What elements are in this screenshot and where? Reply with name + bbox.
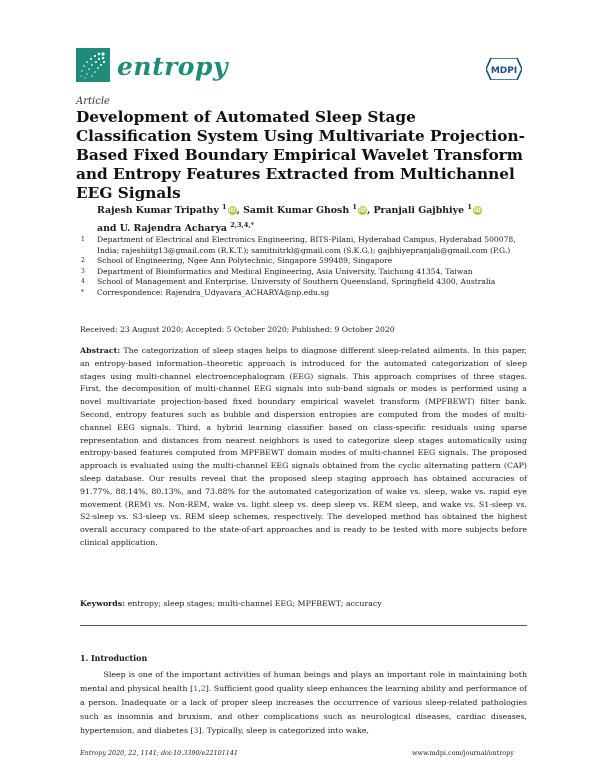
- citation-link[interactable]: 3: [193, 725, 199, 735]
- author-affiliation-sup: 1: [222, 203, 227, 211]
- journal-url[interactable]: www.mdpi.com/journal/entropy: [412, 749, 514, 757]
- section-divider: [80, 625, 527, 626]
- affiliation-item: [81, 277, 531, 288]
- citation-link[interactable]: 2: [200, 683, 206, 693]
- affiliation-item: [81, 235, 531, 256]
- correspondence-text: Correspondence: Rajendra_Udyavara_ACHARYA@np.edu.sg: [97, 287, 330, 297]
- svg-text:MDPI: MDPI: [490, 66, 518, 76]
- affiliation-item: [81, 267, 531, 278]
- orcid-icon[interactable]: iD: [473, 207, 481, 215]
- abstract: [80, 345, 527, 550]
- affiliation-text: School of Engineering, Ngee Ann Polytechnic, Singapore 599489, Singapore: [97, 256, 393, 266]
- entropy-logo-icon: [76, 48, 110, 82]
- paper-title: Development of Automated Sleep Stage Classification System Using Multivariate Projection-Based Fixed Boundary Empirical Wavelet Transform and Entropy Features Extracted from Multichannel EEG Signals: [76, 108, 525, 202]
- orcid-icon[interactable]: iD: [228, 207, 236, 215]
- correspondence: [81, 288, 531, 299]
- author-affiliation-sup: 1: [467, 203, 472, 211]
- journal-name: entropy: [117, 52, 228, 81]
- keywords: [80, 599, 527, 608]
- author-name: Pranjali Gajbhiye: [373, 205, 465, 217]
- author-name: Rajesh Kumar Tripathy: [97, 205, 219, 217]
- author-affiliation-sup: 1: [352, 203, 357, 211]
- orcid-icon[interactable]: iD: [358, 207, 366, 215]
- author-name: and U. Rajendra Acharya: [97, 223, 227, 235]
- publication-dates: Received: 23 August 2020; Accepted: 5 October 2020; Published: 9 October 2020: [80, 325, 395, 334]
- affiliation-number: 2: [81, 257, 85, 265]
- correspondence-marker: *: [81, 288, 84, 296]
- abstract-text: The categorization of sleep stages helps to diagnose different sleep-related ailments. In this paper, an entropy-based information–theoretic approach is introduced for the automated categorization of sleep stages using multi-channel electroencephalogram (EEG) signals. This approach comprises of three stages. First, the decomposition of multi-channel EEG signals into sub-band signals or modes is performed using a novel multivariate projection-based fixed boundary empirical wavelet transform (MPFBEWT) filter bank. Second, entropy features such as bubble and dispersion entropies are computed from the modes of multi-channel EEG signals. Third, a hybrid learning classifier based on class-specific residuals using sparse representation and distances from nearest neighbors is used to categorize sleep stages automatically using entropy-based features computed from MPFBEWT domain modes of multi-channel EEG signals. The proposed approach is evaluated using the multi-channel EEG signals obtained from the cyclic alternating pattern (CAP) sleep database. Our results reveal that the proposed sleep staging approach has obtained accuracies of 91.77%, 88.14%, 80.13%, and 73.88% for the automated categorization of wake vs. sleep, wake vs. rapid eye movement (REM) vs. Non-REM, wake vs. light sleep vs. deep sleep vs. REM sleep, and wake vs. S1-sleep vs. S2-sleep vs. S3-sleep vs. REM sleep schemes, respectively. The developed method has obtained the highest overall accuracy compared to the state-of-art approaches and is ready to be tested with more subjects before clinical application.: [80, 346, 527, 547]
- affiliation-item: [81, 256, 531, 267]
- keywords-text: entropy; sleep stages; multi-channel EEG; MPFBEWT; accuracy: [127, 599, 382, 608]
- intro-paragraph: Sleep is one of the important activities of human beings and plays an important role in maintaining both mental and physical health [1,2]. Sufficient good quality sleep enhances the learning ability and performance of a person. Inadequate or a lack of proper sleep increases the occurrence of various sleep-related pathologies such as insomnia and bruxism, and other complications such as neurological diseases, cardiac diseases, hypertension, and diabetes [3]. Typically, sleep is categorized into wake,: [80, 670, 527, 735]
- affiliation-number: 1: [81, 236, 85, 243]
- citation-footer: Entropy 2020, 22, 1141; doi:10.3390/e22101141: [80, 749, 238, 757]
- section-heading: 1. Introduction: [80, 654, 148, 663]
- author-affiliation-sup: 2,3,4,*: [230, 221, 255, 230]
- author-name: Samit Kumar Ghosh: [243, 205, 350, 217]
- affiliation-text: Department of Bioinformatics and Medical Engineering, Asia University, Taichung 41354, Taiwan: [97, 266, 473, 276]
- author-list: Rajesh Kumar Tripathy $^1$ iD, Samit Kumar Ghosh $^1$ iD, Pranjali Gajbhiye $^1$ iD and U. Rajendra Acharya $^{2,3,4,*}$: [97, 203, 481, 235]
- affiliation-number: 4: [81, 278, 85, 286]
- affiliation-number: 3: [81, 267, 85, 275]
- keywords-label: Keywords:: [80, 599, 126, 608]
- citation-link[interactable]: 1: [193, 683, 199, 693]
- affiliations: [81, 235, 531, 299]
- article-type: Article: [76, 96, 110, 107]
- mdpi-logo-icon: [486, 58, 522, 80]
- affiliation-text: School of Management and Enterprise, University of Southern Queensland, Springfield 4300, Australia: [97, 277, 496, 287]
- affiliation-text: Department of Electrical and Electronics Engineering, BITS-Pilani, Hyderabad Campus, Hyderabad 500078, India; rajeshiitg13@gmail.com (R.K.T.); samitnitrkl@gmail.com (S.K.G.); gajbhiyepranjali@gmail.com (P.G.): [97, 235, 516, 255]
- abstract-label: Abstract:: [80, 346, 121, 355]
